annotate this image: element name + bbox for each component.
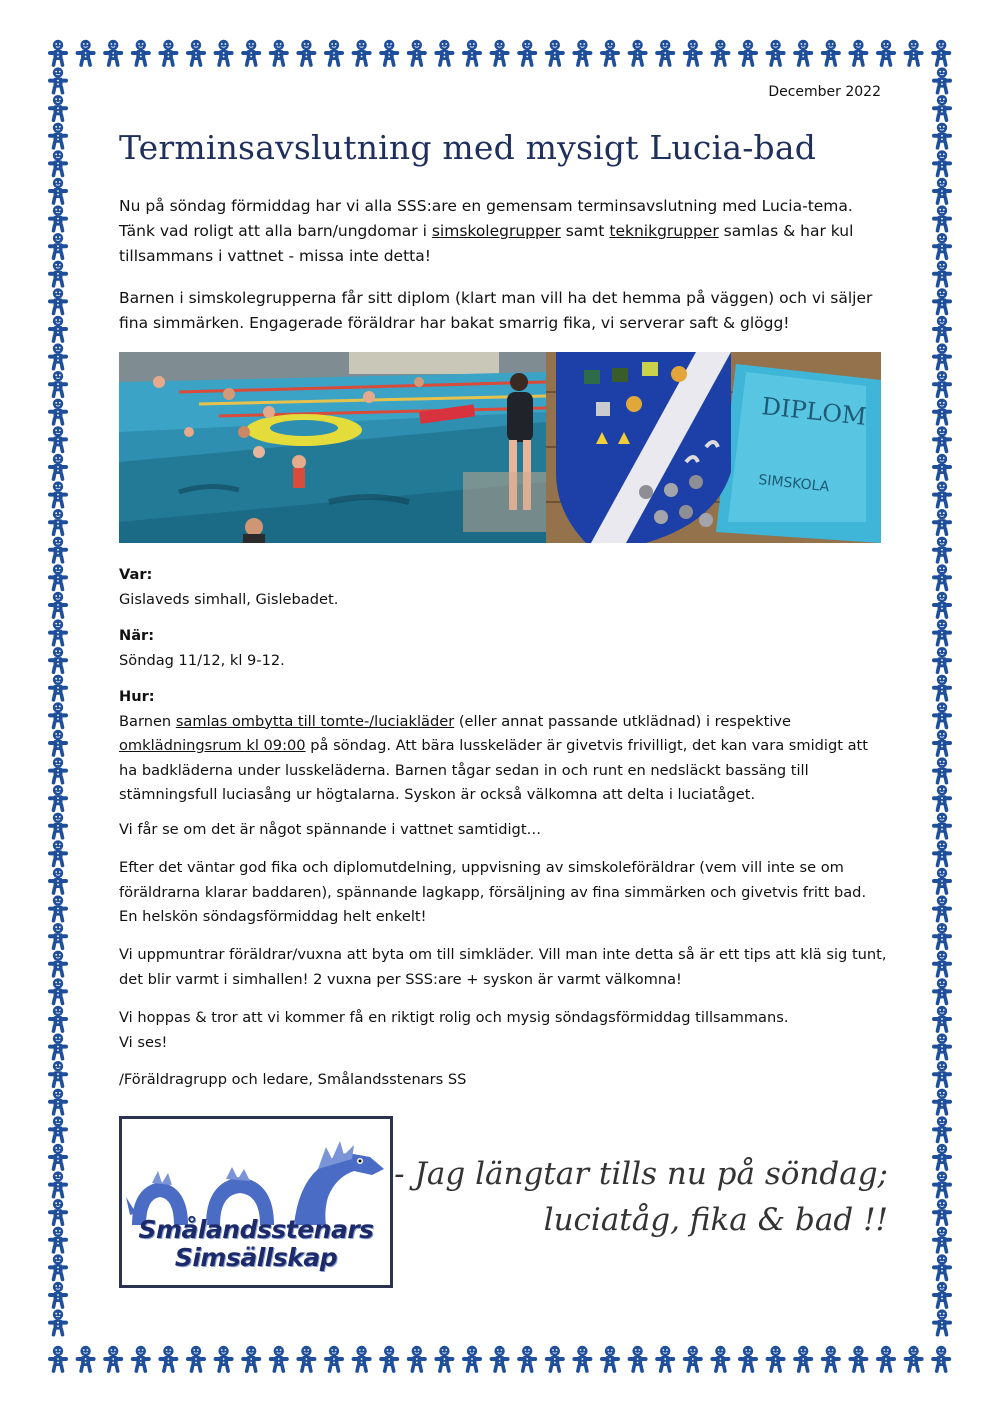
hope-line-2: Vi ses! xyxy=(119,1033,168,1051)
logo-line-2: Simsällskap xyxy=(174,1243,338,1272)
how-label: Hur: xyxy=(119,688,155,705)
intro-paragraph-2: Barnen i simskolegrupperna får sitt diplom (klart man vill ha det hemma på väggen) och vi säljer fina simmärken. Engagerade föräldrar har bakat smarrig fika, vi serverar saft & glögg! xyxy=(119,289,873,332)
club-logo xyxy=(119,1116,393,1288)
quote-line-1: - Jag längtar tills nu på söndag; xyxy=(394,1156,888,1192)
intro-text-c: samlas & har kul tillsammans i vattnet - missa inte detta! xyxy=(119,222,854,265)
how-text-b: (eller annat passande utklädnad) i respektive xyxy=(454,712,791,730)
simskolegrupper-link[interactable]: simskolegrupper xyxy=(431,222,561,240)
signature: /Föräldragrupp och ledare, Smålandsstenars SS xyxy=(119,1071,467,1088)
intro-text-b: samt xyxy=(560,222,610,240)
date-label: December 2022 xyxy=(768,84,881,100)
after-paragraph: Efter det väntar god fika och diplomutdelning, uppvisning av simskoleföräldrar (vem vill inte se om föräldrarna klarar baddaren), spännande lagkapp, försäljning av fina simmärken och givetvis fritt bad. En helskön söndagsförmiddag helt enkelt! xyxy=(119,859,867,925)
diploma-subtitle: SIMSKOLA xyxy=(757,472,830,496)
quote-line-2: luciatåg, fika & bad !! xyxy=(543,1202,888,1238)
badge-diploma-photo xyxy=(546,352,881,543)
hope-paragraph xyxy=(119,1006,889,1055)
hope-line-1: Vi hoppas & tror att vi kommer få en riktigt rolig och mysig söndagsförmiddag tillsammans. xyxy=(119,1009,789,1026)
sea-serpent-icon xyxy=(122,1127,390,1227)
teknikgrupper-link[interactable]: teknikgrupper xyxy=(609,222,719,240)
intro-paragraph-1 xyxy=(119,194,889,269)
encourage-paragraph: Vi uppmuntrar föräldrar/vuxna att byta om till simkläder. Vill man inte detta så är ett tips att klä sig tunt, det blir varmt i simhallen! 2 vuxna per SSS:are + syskon är varmt välkomna! xyxy=(119,946,887,988)
how-text-a: Barnen xyxy=(119,712,176,730)
page-title: Terminsavslutning med mysigt Lucia-bad xyxy=(119,128,817,167)
locker-room-time-link[interactable]: omklädningsrum kl 09:00 xyxy=(119,737,306,754)
when-section xyxy=(119,624,889,673)
how-text-c: på söndag. Att bära lusskeläder är givetvis frivilligt, det kan vara smidigt att ha badkläderna under lusskeläderna. Barnen tågar sedan in och runt en nedsläckt bassäng till stämningsfull luciasång ur högtalarna. Syskon är också välkomna att delta i luciatåget. xyxy=(119,737,868,803)
how-section xyxy=(119,685,889,808)
gather-dressed-link[interactable]: samlas ombytta till tomte-/luciakläder xyxy=(175,712,455,730)
when-label: När: xyxy=(119,627,155,644)
diploma-title: DIPLOM xyxy=(760,392,868,431)
where-text: Gislaveds simhall, Gislebadet. xyxy=(119,590,339,608)
where-section xyxy=(119,563,889,612)
pool-photo xyxy=(119,352,546,543)
logo-line-1: Smålandsstenars xyxy=(138,1215,374,1244)
water-paragraph: Vi får se om det är något spännande i vattnet samtidigt… xyxy=(119,821,542,838)
intro-text-a: Nu på söndag förmiddag har vi alla SSS:are en gemensam terminsavslutning med Lucia-tema. Tänk vad roligt att alla barn/ungdomar i xyxy=(119,197,853,240)
when-text: Söndag 11/12, kl 9-12. xyxy=(119,651,285,669)
where-label: Var: xyxy=(119,566,153,583)
